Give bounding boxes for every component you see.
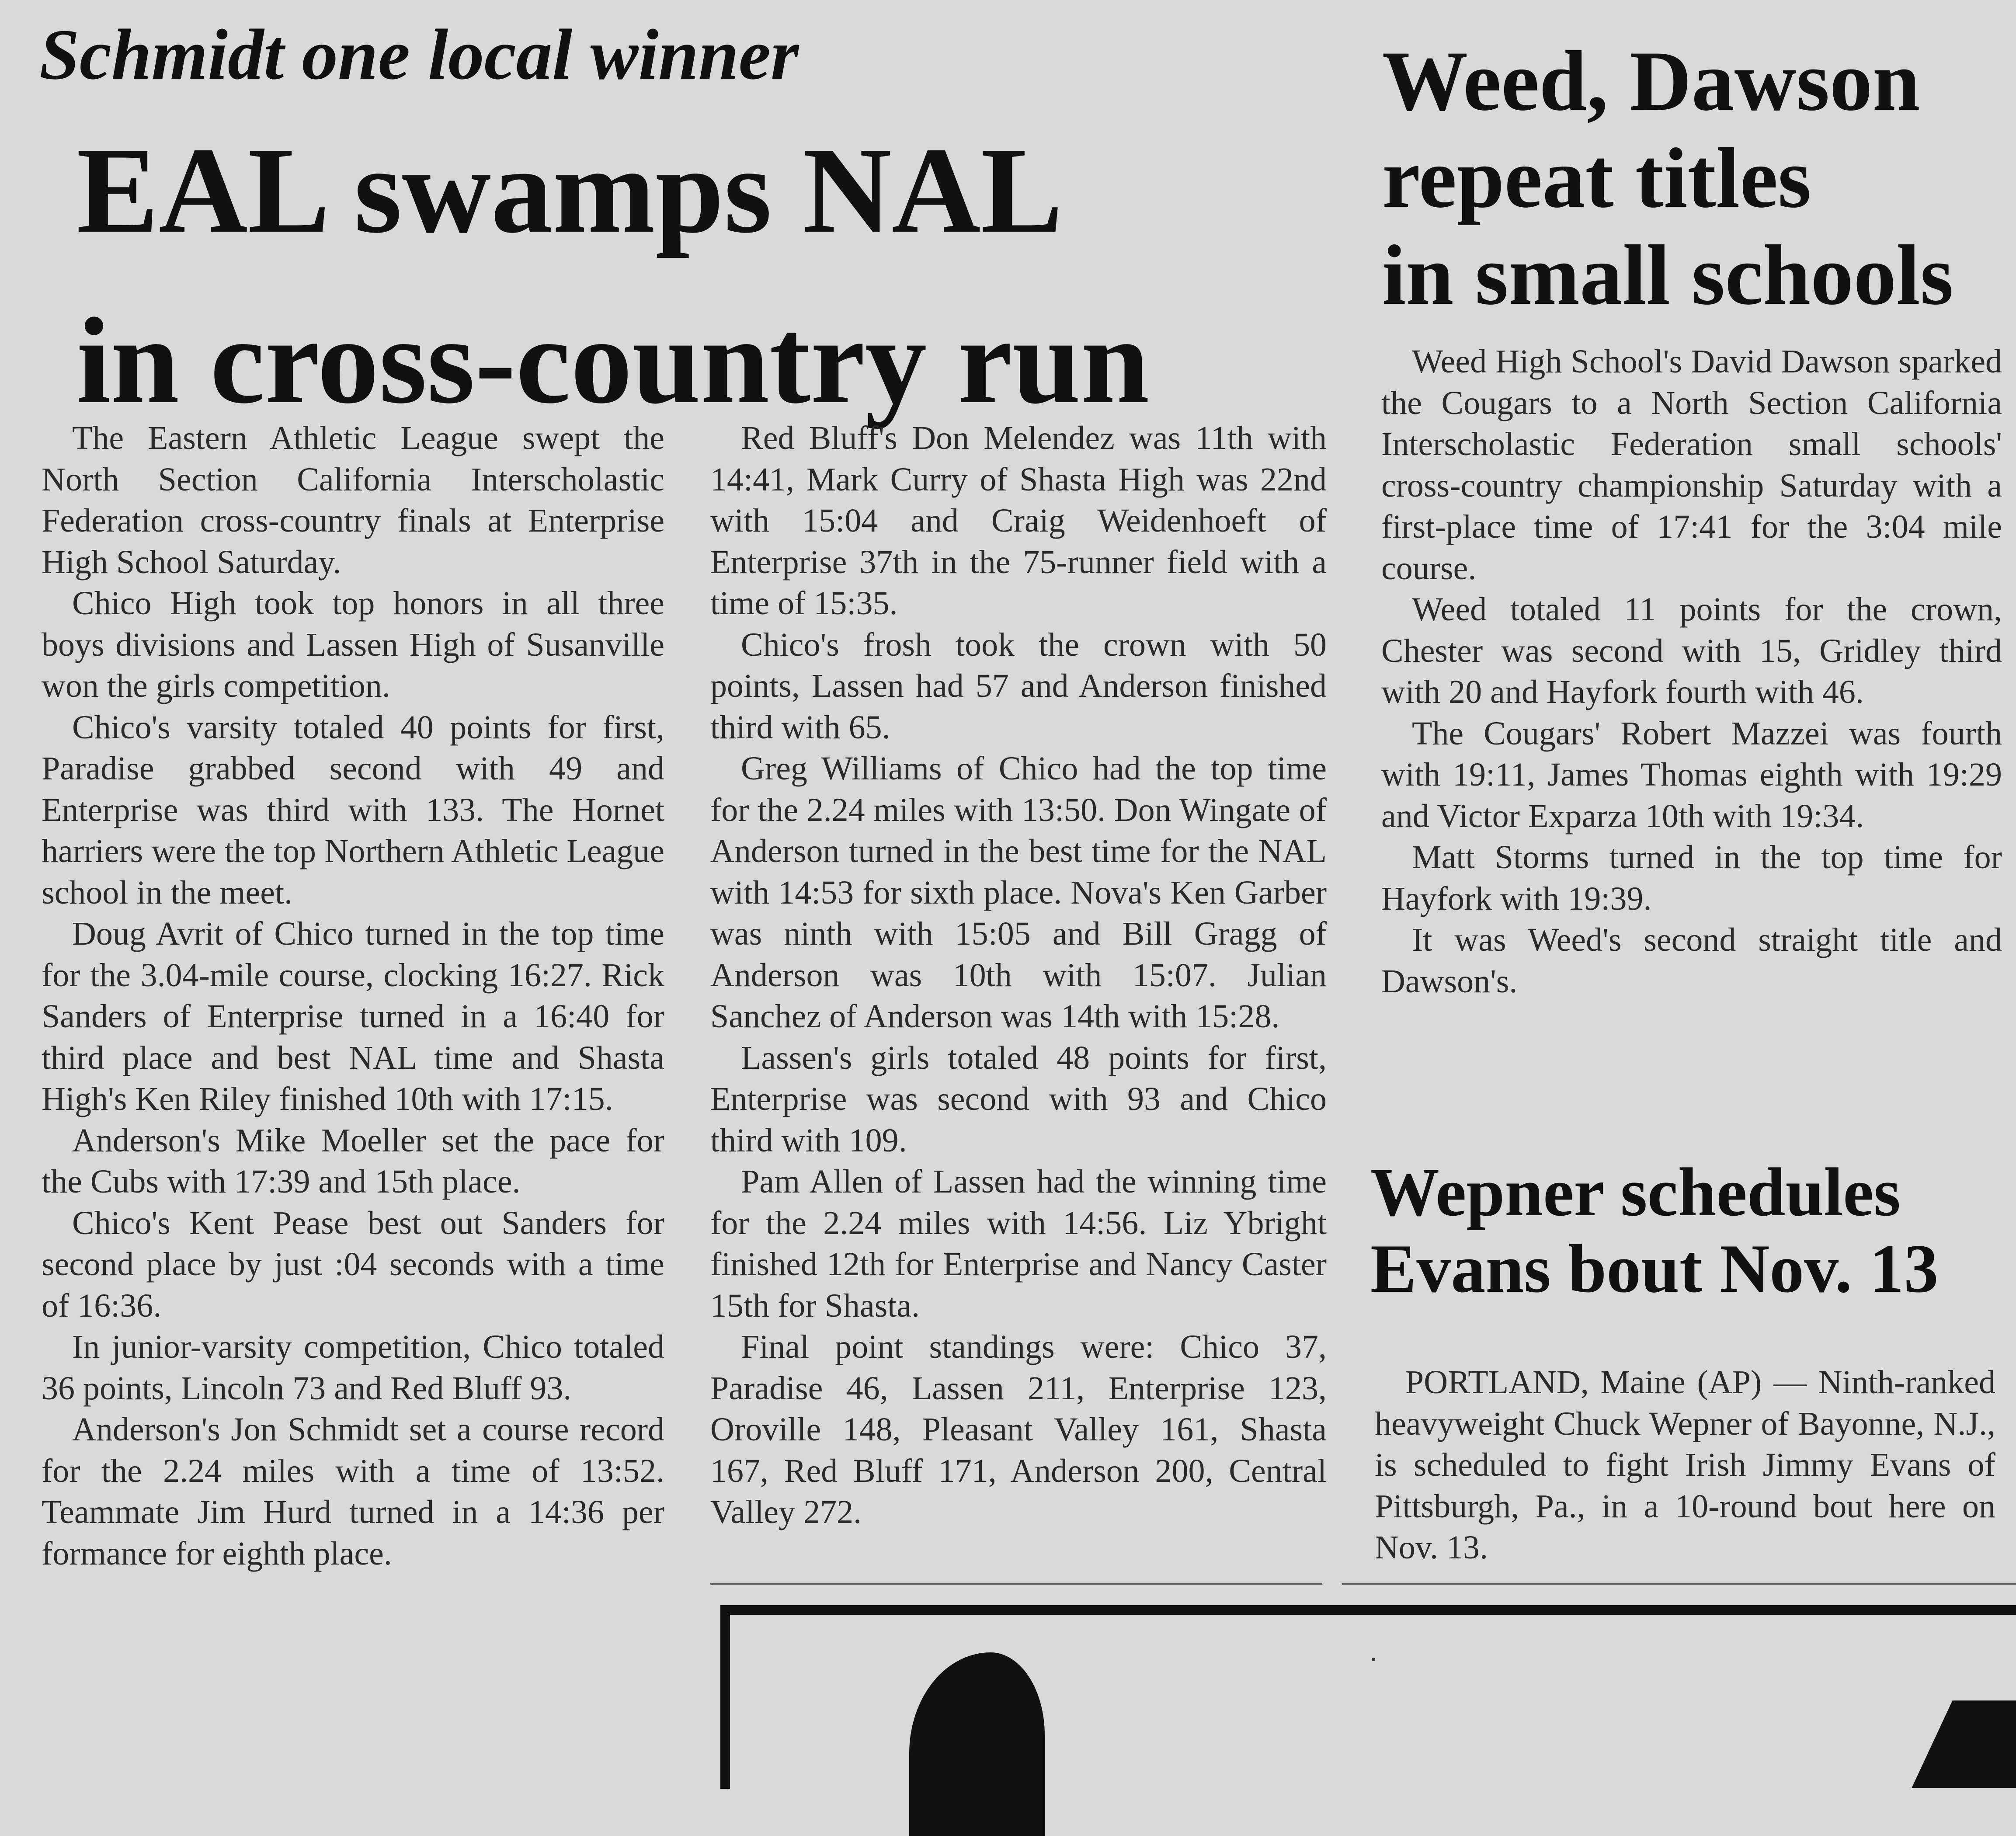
- side-story-body: [1381, 341, 2002, 1002]
- paragraph: Chico's frosh took the crown with 50 points, Lassen had 57 and Anderson finished third with 65.: [710, 626, 1327, 746]
- paragraph: Chico's Kent Pease best out Sanders for second place by just :04 seconds with a time of 16:36.: [42, 1204, 664, 1324]
- paragraph: PORTLAND, Maine (AP) — Ninth-ranked heavyweight Chuck Wepner of Bayonne, N.J., is scheduled to fight Irish Jimmy Evans of Pittsburgh, Pa., in a 10-round bout here on Nov. 13.: [1375, 1364, 1995, 1566]
- paragraph: Chico High took top honors in all three boys divisions and Lassen High of Susanville won the girls competition.: [42, 585, 664, 704]
- paragraph: Anderson's Mike Moeller set the pace for the Cubs with 17:39 and 15th place.: [42, 1122, 664, 1200]
- paragraph: It was Weed's second straight title and Dawson's.: [1381, 921, 2002, 1000]
- paragraph: Greg Williams of Chico had the top time for the 2.24 miles with 13:50. Don Wingate of Anderson turned in the best time for the NAL with 14:53 for sixth place. Nova's Ken Garber was ninth with 15:05 and Bill Gragg of Anderson was 10th with 15:07. Julian Sanchez of Anderson was 14th with 15:28.: [710, 750, 1327, 1035]
- paragraph: Final point standings were: Chico 37, Paradise 46, Lassen 211, Enterprise 123, Oroville 148, Pleasant Valley 161, Shasta 167, Red Bluff 171, Anderson 200, Central Valley 272.: [710, 1328, 1327, 1530]
- paragraph: Chico's varsity totaled 40 points for first, Paradise grabbed second with 49 and Enterprise was third with 133. The Hornet harriers were the top Northern Athletic League school in the meet.: [42, 709, 664, 911]
- third-story-headline: [1370, 1154, 2004, 1307]
- paragraph: Weed High School's David Dawson sparked the Cougars to a North Section California Interscholastic Federation small schools' cross-country championship Saturday with a first-place time of 17:41 for the 3:04 mile course.: [1381, 343, 2002, 587]
- paragraph: Weed totaled 11 points for the crown, Chester was second with 15, Gridley third with 20 and Hayfork fourth with 46.: [1381, 591, 2002, 710]
- main-story-column-1: [42, 417, 664, 1574]
- third-story-body: [1375, 1362, 1995, 1568]
- paragraph: Pam Allen of Lassen had the winning time for the 2.24 miles with 14:56. Liz Ybright finished 12th for Enterprise and Nancy Caster 15th for Shasta.: [710, 1163, 1327, 1324]
- paragraph: In junior-varsity competition, Chico totaled 36 points, Lincoln 73 and Red Bluff 93.: [42, 1328, 664, 1407]
- side-headline-line-3: in small schools: [1382, 228, 1953, 323]
- column-rule-right: [1342, 1583, 2016, 1585]
- kicker-headline: Schmidt one local winner: [39, 14, 799, 94]
- paragraph: Lassen's girls totaled 48 points for first, Enterprise was second with 93 and Chico third with 109.: [710, 1039, 1327, 1159]
- paragraph: Matt Storms turned in the top time for Hayfork with 19:39.: [1381, 839, 2002, 917]
- paragraph: The Cougars' Robert Mazzei was fourth with 19:11, James Thomas eighth with 19:29 and Victor Exparza 10th with 19:34.: [1381, 715, 2002, 835]
- main-headline: [76, 105, 1344, 446]
- paragraph: Doug Avrit of Chico turned in the top time for the 3.04-mile course, clocking 16:27. Rick Sanders of Enterprise turned in a 16:40 for third place and best NAL time and Shasta High's Ken Riley finished 10th with 17:15.: [42, 915, 664, 1117]
- main-story-column-2: [710, 417, 1327, 1533]
- third-headline-line-2: Evans bout Nov. 13: [1370, 1231, 1939, 1307]
- column-rule-middle: [710, 1583, 1322, 1585]
- main-headline-line-2: in cross-country run: [76, 292, 1150, 429]
- paragraph: The Eastern Athletic League swept the North Section California Interscholastic Federation cross-country finals at Enterprise High School Saturday.: [42, 420, 664, 581]
- main-headline-line-1: EAL swamps NAL: [76, 122, 1063, 258]
- paragraph: Anderson's Jon Schmidt set a course record for the 2.24 miles with a time of 13:52. Teammate Jim Hurd turned in a 14:36 per formance for eighth place.: [42, 1411, 664, 1572]
- side-headline-line-2: repeat titles: [1382, 131, 1811, 226]
- side-headline-line-1: Weed, Dawson: [1382, 34, 1920, 129]
- side-story-headline: [1382, 33, 2016, 324]
- paragraph: Red Bluff's Don Melendez was 11th with 14:41, Mark Curry of Shasta High was 22nd with 15:04 and Craig Weidenhoeft of Enterprise 37th in the 75-runner field with a time of 15:35.: [710, 420, 1327, 622]
- third-headline-line-1: Wepner schedules: [1370, 1154, 1901, 1231]
- print-speck: [1372, 1658, 1375, 1661]
